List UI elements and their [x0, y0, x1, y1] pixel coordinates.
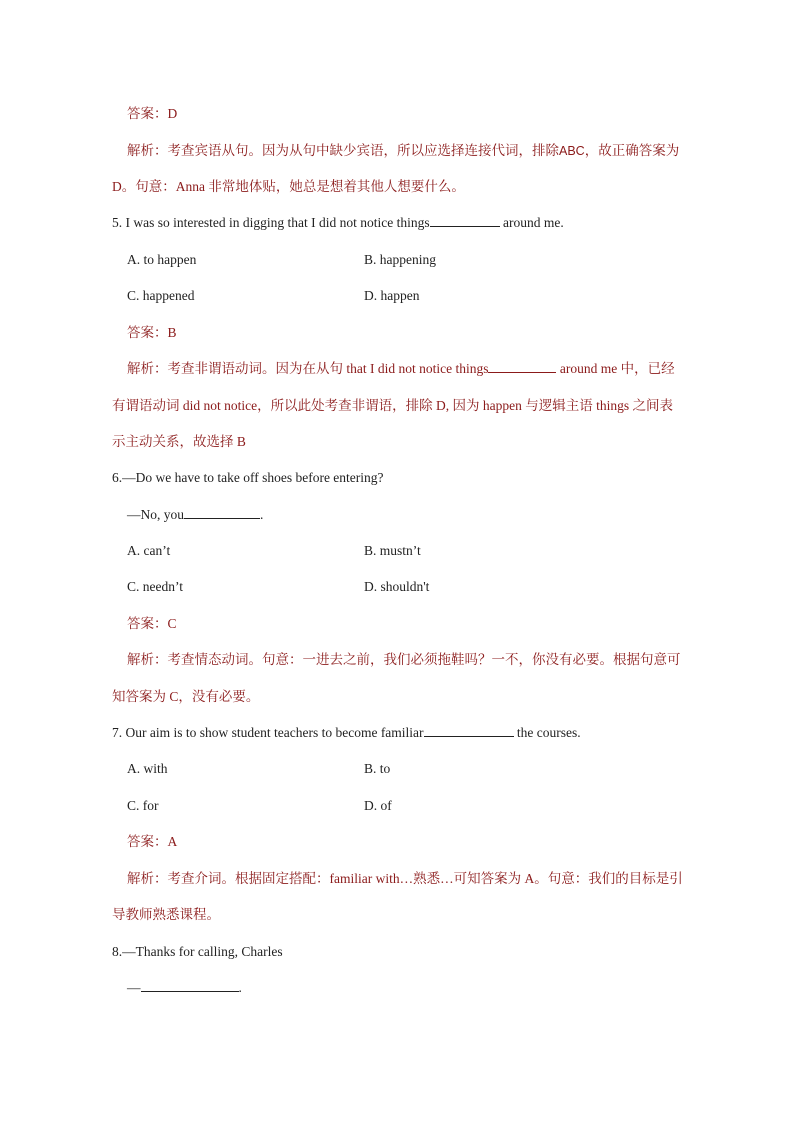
- analysis-prev-line1: 解析：考查宾语从句。因为从句中缺少宾语，所以应选择连接代词，排除ABC，故正确答案为: [127, 143, 680, 158]
- q5-option-b: B. happening: [364, 252, 436, 267]
- q8-stem: 8.—Thanks for calling, Charles: [112, 944, 283, 959]
- q5-analysis-line3: 示主动关系，故选择 B: [112, 434, 246, 449]
- q7-option-d: D. of: [364, 798, 392, 813]
- q6-option-d: D. shouldn't: [364, 579, 430, 594]
- q7-option-c: C. for: [127, 798, 159, 813]
- q7-blank: [424, 723, 514, 737]
- q5-answer: 答案：B: [127, 325, 177, 340]
- q6-answer: 答案：C: [127, 616, 177, 631]
- q7-analysis-line2: 导教师熟悉课程。: [112, 907, 220, 922]
- q5-option-a: A. to happen: [127, 252, 197, 267]
- q6-analysis-line1: 解析：考查情态动词。句意：一进去之前，我们必须拖鞋吗？一不，你没有必要。根据句意可: [127, 652, 681, 667]
- q5-option-d: D. happen: [364, 288, 420, 303]
- q7-analysis-line1: 解析：考查介词。根据固定搭配：familiar with…熟悉…可知答案为 A。句意：我们的目标是引: [127, 871, 683, 886]
- analysis-prev-line2: D。句意：Anna 非常地体贴，她总是想着其他人想要什么。: [112, 179, 465, 194]
- q8-blank: [141, 978, 239, 992]
- q7-option-b: B. to: [364, 761, 391, 776]
- q6-stem: 6.—Do we have to take off shoes before entering?: [112, 470, 384, 485]
- q7-option-a: A. with: [127, 761, 168, 776]
- q6-reply: —No, you .: [127, 507, 264, 522]
- q6-blank: [184, 505, 260, 519]
- q5-analysis-line1: 解析：考查非谓语动词。因为在从句 that I did not notice things around me 中，已经: [127, 361, 675, 376]
- q6-option-c: C. needn’t: [127, 579, 183, 594]
- q5-blank: [430, 213, 500, 227]
- q8-reply: — .: [127, 980, 242, 995]
- q6-option-a: A. can’t: [127, 543, 171, 558]
- q5-analysis-line2: 有谓语动词 did not notice，所以此处考查非谓语，排除 D, 因为 happen 与逻辑主语 things 之间表: [112, 398, 673, 413]
- q6-option-b: B. mustn’t: [364, 543, 421, 558]
- q7-answer: 答案：A: [127, 834, 178, 849]
- q6-analysis-line2: 知答案为 C，没有必要。: [112, 689, 260, 704]
- q5-option-c: C. happened: [127, 288, 195, 303]
- q5-stem: 5. I was so interested in digging that I did not notice things around me.: [112, 215, 564, 230]
- q7-stem: 7. Our aim is to show student teachers to become familiar the courses.: [112, 725, 581, 740]
- answer-prev: 答案：D: [127, 106, 178, 121]
- q5-analysis-blank: [488, 359, 556, 373]
